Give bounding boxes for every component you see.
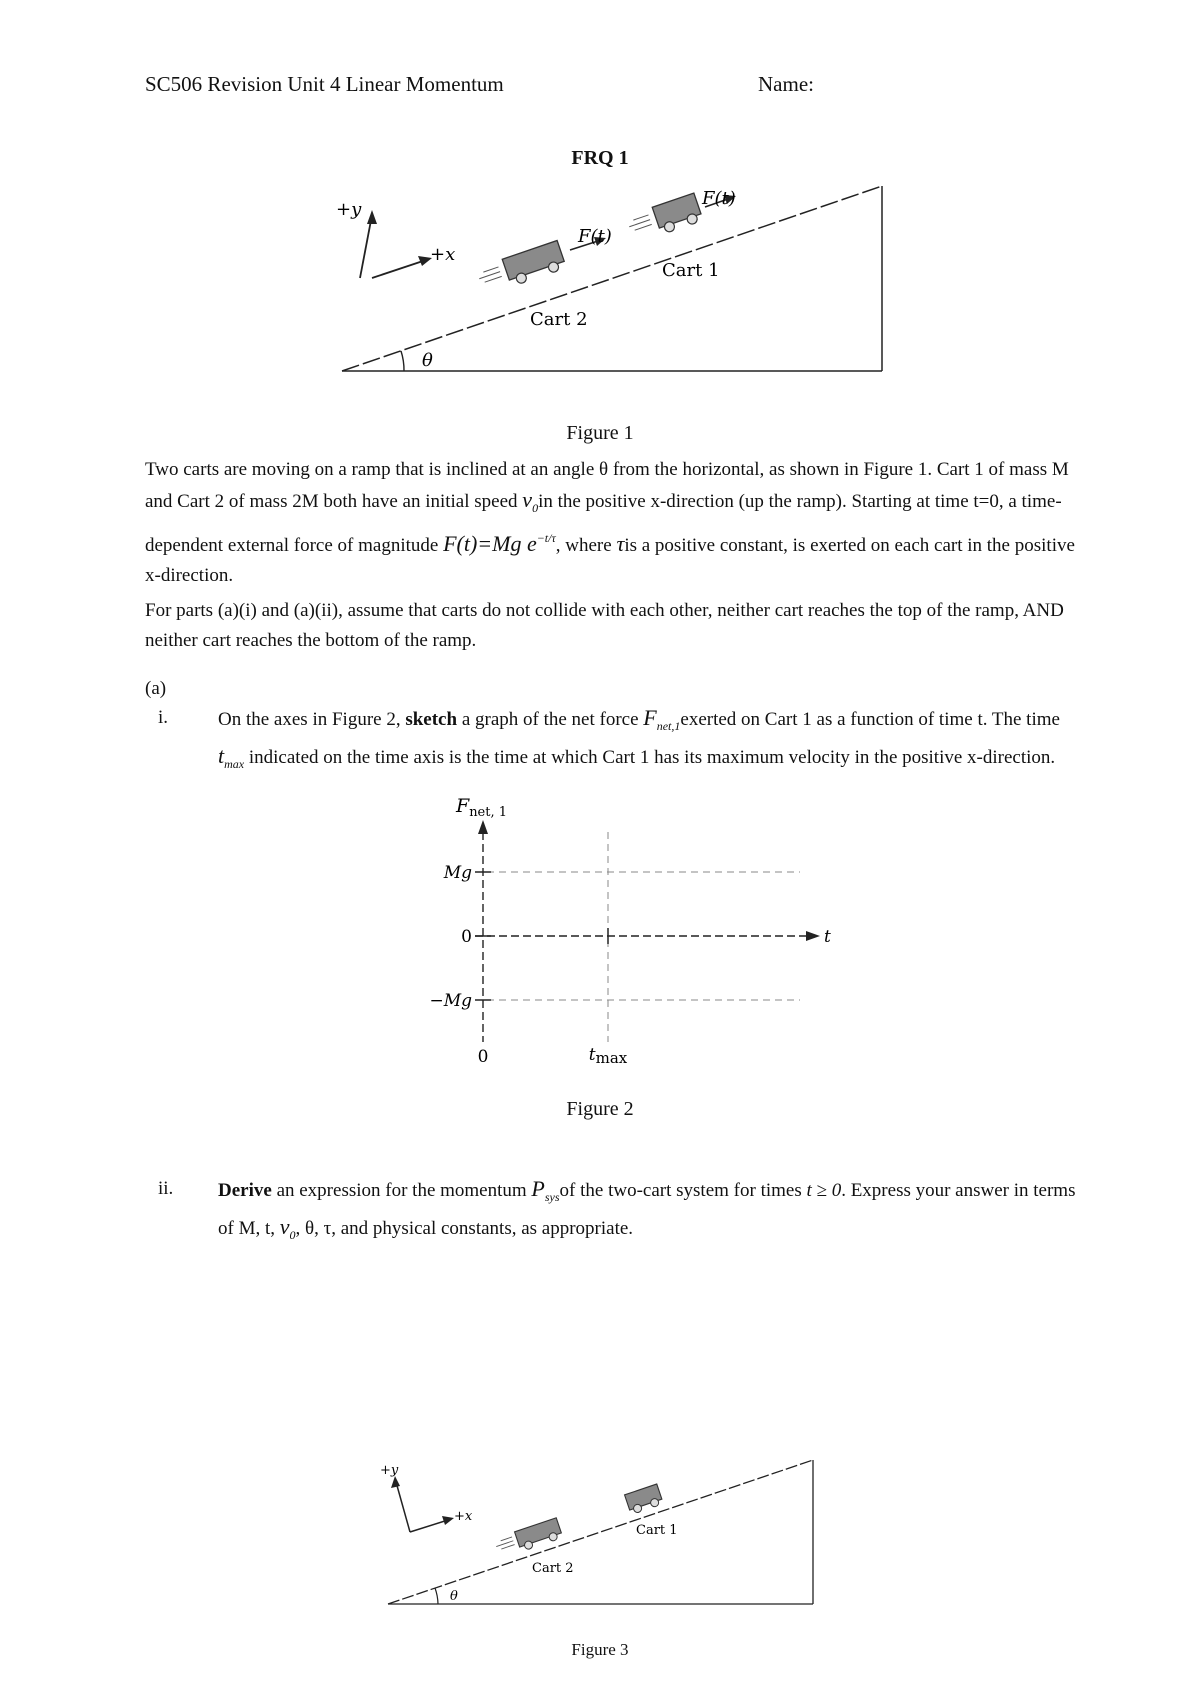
intro-s4: is a positive constant, is exerted on each cart in the positive x-direction.: [145, 535, 1075, 586]
tick-neg-mg: −Mg: [429, 991, 472, 1011]
tick-mg: Mg: [443, 863, 472, 883]
tmax-symbol: t: [218, 743, 225, 768]
cart-1-fig3: [625, 1484, 664, 1515]
cart-2: [476, 241, 567, 296]
part-a-i-text: [218, 703, 1078, 779]
cart-2-label: Cart 2: [530, 309, 588, 330]
part-a-ii-text: [218, 1174, 1078, 1250]
frq-title: FRQ 1: [571, 147, 629, 169]
psys-symbol: P: [531, 1176, 545, 1201]
part-a-i-p3: exerted on Cart 1 as a function of time t. The time: [680, 709, 1060, 730]
part-a-ii-p4: , θ, τ, and physical constants, as appropriate.: [295, 1218, 634, 1239]
cart-1-label: Cart 1: [662, 260, 720, 281]
force-formula-exponent: −t/τ: [536, 531, 556, 545]
figure-3-diagram: [360, 1450, 830, 1610]
x-axis-label: t: [824, 927, 831, 947]
force-label-cart-2: F(t): [578, 226, 612, 247]
intro-s3: , where: [555, 535, 617, 556]
v0-symbol-2: v: [279, 1214, 290, 1239]
axis-y-label: +y: [336, 199, 362, 220]
cart-2-label-3: Cart 2: [532, 1561, 574, 1576]
derive-keyword: Derive: [218, 1180, 272, 1201]
figure-1-diagram: [300, 180, 900, 380]
y-axis-label: $F_{net, 1}$: [456, 795, 508, 820]
force-label-cart-1: F(t): [702, 188, 736, 209]
x-tick-tmax: tmax: [588, 1045, 628, 1065]
part-a-ii-p3: . Express your answer in terms of M, t,: [218, 1180, 1076, 1239]
angle-theta-3: θ: [450, 1589, 458, 1604]
intro-s1: Two carts are moving on a ramp that is inclined at an angle θ from the horizontal, as shown in Figure 1. Cart 1 of mass M and Cart 2 of mass 2M both have an initial speed: [145, 459, 1069, 512]
coordinate-axes-3: [380, 1463, 473, 1532]
v0-symbol: v: [522, 487, 533, 512]
part-a-i-number: i.: [158, 707, 169, 728]
intro-s2: in the positive x-direction (up the ramp). Starting at time t=0, a time-dependent external force of magnitude: [145, 491, 1062, 556]
part-a-i-p1: On the axes in Figure 2,: [218, 709, 406, 730]
sketch-keyword: sketch: [405, 709, 458, 730]
fnet-subscript: net,1: [656, 719, 681, 733]
part-a-ii-p1: an expression for the momentum: [271, 1180, 532, 1201]
cart-1: [626, 193, 704, 244]
figure-2-graph-axes: [420, 790, 840, 1065]
v0-subscript-2: 0: [289, 1228, 296, 1242]
part-a-i-p4: indicated on the time axis is the time at which Cart 1 has its maximum velocity in the positive x-direction.: [244, 747, 1056, 768]
v0-subscript: 0: [532, 501, 539, 515]
coordinate-axes: [336, 199, 455, 278]
part-a-ii-p2: of the two-cart system for times: [559, 1180, 807, 1201]
axis-x-label-3: +x: [454, 1509, 473, 1524]
part-a-label: (a): [145, 678, 167, 699]
tick-zero: 0: [461, 927, 472, 947]
psys-subscript: sys: [544, 1190, 560, 1204]
part-a-ii-number: ii.: [158, 1178, 174, 1199]
axis-x-label: +x: [430, 244, 456, 265]
figure-3-caption: Figure 3: [571, 1640, 629, 1659]
tau-symbol: τ: [616, 531, 625, 556]
part-a-i-p2: a graph of the net force: [457, 709, 644, 730]
force-formula: F(t)=Mg e: [443, 531, 537, 556]
time-condition: t ≥ 0: [806, 1180, 842, 1201]
x-tick-zero: 0: [477, 1047, 489, 1065]
axis-y-label-3: +y: [380, 1463, 399, 1478]
cart-1-label-3: Cart 1: [636, 1523, 678, 1538]
cart-2-fig3: [494, 1518, 563, 1559]
assumption-paragraph: For parts (a)(i) and (a)(ii), assume that carts do not collide with each other, neither cart reaches the top of the ramp, AND neither cart reaches the bottom of the ramp.: [145, 600, 1064, 651]
angle-theta: θ: [422, 350, 433, 371]
ramp: [342, 186, 882, 371]
name-label: Name:: [758, 72, 814, 96]
figure-2-caption: Figure 2: [566, 1098, 634, 1120]
figure-1-caption: Figure 1: [566, 422, 634, 444]
ramp-3: [388, 1460, 813, 1604]
intro-paragraph: [145, 455, 1075, 591]
tmax-subscript: max: [224, 757, 245, 771]
fnet-symbol: F: [643, 705, 657, 730]
course-title: SC506 Revision Unit 4 Linear Momentum: [145, 72, 504, 96]
